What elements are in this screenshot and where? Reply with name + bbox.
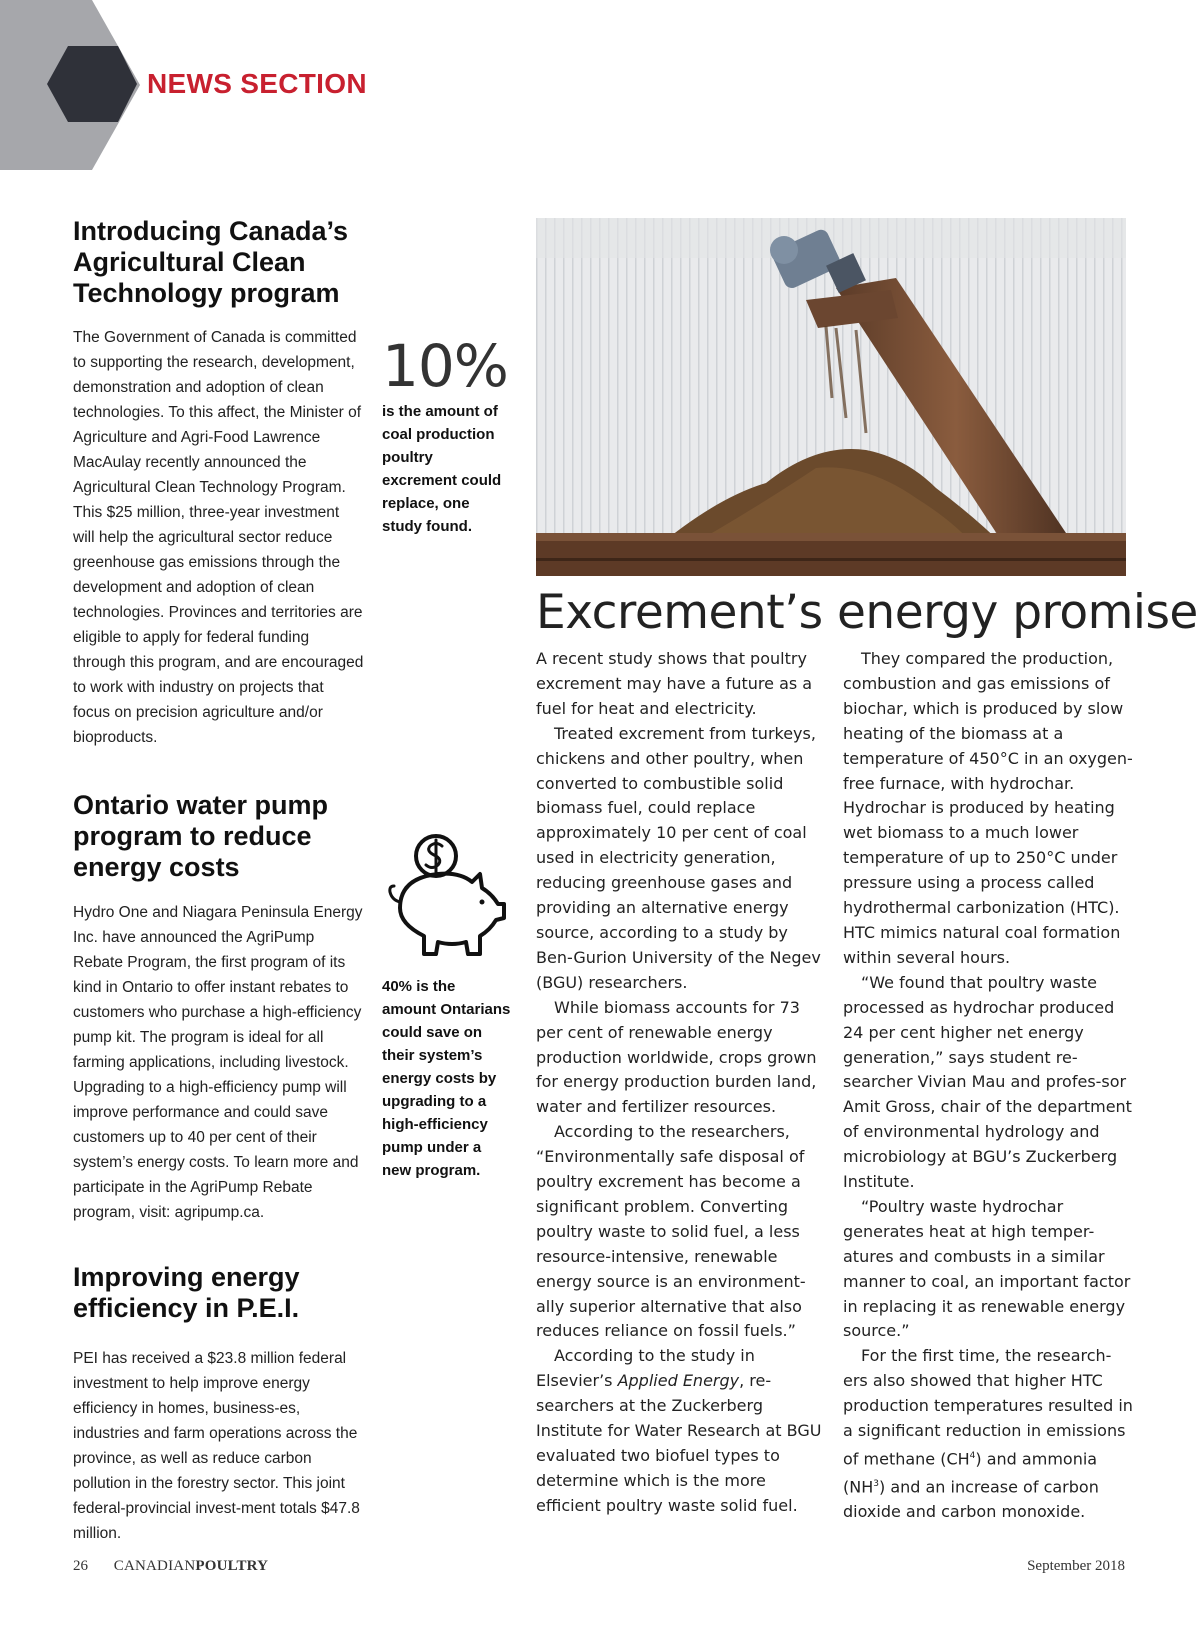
footer-left (73, 1558, 268, 1575)
methane-subscript: 4 (969, 1451, 976, 1461)
article2-body: Hydro One and Niagara Peninsula Energy Inc. have announced the AgriPump Rebate Program, the first program of its kind in Ontario to offer instant rebates to customers who purchase a high-efficiency pump kit. The program is ideal for all farming applications, including livestock. Upgrading to a high-efficiency pump will improve performance and could save customers up to 40 per cent of their system’s energy costs. To learn more and participate in the AgriPump Rebate program, visit: agripump.ca. (73, 904, 363, 1221)
col-a-paragraph-last (536, 1344, 828, 1518)
brand-bold: POULTRY (195, 1558, 269, 1574)
main-column-a (536, 647, 828, 1519)
article3-title: Improving energy efficiency in P.E.I. (73, 1262, 300, 1323)
main-column-b (843, 647, 1135, 1525)
col-b-paragraph: They compared the production, combustion and gas emissions of biochar, which is produced by slow heating of the biomass at a temperature of 450°C in an oxygen-free furnace, with hydrochar. Hydrochar is produced by heating wet biomass to a much lower temperature of up to 250°C under pressure using a process called hydrothermal carbonization (HTC). HTC mimics natural coal formation within several hours. (843, 649, 1133, 967)
col-a-paragraph: According to the researchers, “Environmentally safe disposal of poultry excrement has become a significant problem. Converting poultry waste to solid fuel, a less resource-intensive, renewable energy source is an environment-ally superior alternative that also reduces reliance on fossil fuels.” (536, 1122, 806, 1341)
article1-title: Introducing Canada’s Agricultural Clean Technology program (73, 216, 349, 308)
col-b-last-pre: For the first time, the research-ers also showed that higher HTC production temperatures resulted in a significant reduction in emissions of methane (CH (843, 1346, 1133, 1469)
col-b-paragraph-last (843, 1344, 1135, 1525)
col-b-last-mid: ) and ammonia (NH (843, 1449, 1098, 1497)
col-a-paragraph: A recent study shows that poultry excrement may have a future as a fuel for heat and electricity. (536, 649, 813, 718)
feature-photo (536, 218, 1126, 576)
col-b-paragraph: “We found that poultry waste processed as hydrochar produced 24 per cent higher net energy generation,” says student re-searcher Vivian Mau and profes-sor Amit Gross, chair of the department of environmental hydrology and microbiology at BGU’s Zuckerberg Institute. (843, 972, 1132, 1192)
col-b-paragraph: “Poultry waste hydrochar generates heat at high temper-atures and combusts in a similar manner to coal, an important factor in replacing it as renewable energy source.” (843, 1196, 1131, 1341)
stat1-caption: is the amount of coal production poultry excrement could replace, one study found. (382, 403, 502, 535)
magazine-brand (114, 1558, 268, 1574)
journal-name: Applied Energy (617, 1371, 740, 1391)
col-a-last-pre: According to the study in Elsevier’s (536, 1346, 755, 1391)
article2-title: Ontario water pump program to reduce energy costs (73, 790, 329, 882)
issue-date: September 2018 (1027, 1558, 1125, 1574)
ammonia-subscript: 3 (873, 1479, 879, 1490)
article3-body: PEI has received a $23.8 million federal investment to help improve energy efficiency in homes, business-es, industries and farm operations across the province, as well as reduce carbon pollution in the forestry sector. This joint federal-provincial invest-ment totals $47.8 million. (73, 1350, 360, 1542)
stat2-caption: 40% is the amount Ontarians could save on their system’s energy costs by upgrading to a high-efficiency pump under a new program. (382, 978, 511, 1179)
piggy-bank-icon (378, 830, 513, 965)
page-number: 26 (73, 1558, 88, 1574)
col-a-last-post: , re-searchers at the Zuckerberg Institute for Water Research at BGU evaluated two biofuel types to determine which is the more efficient poultry waste solid fuel. (536, 1371, 822, 1515)
main-article-title: Excrement’s energy promise (536, 585, 1198, 640)
col-a-paragraph: While biomass accounts for 73 per cent of renewable energy production worldwide, crops grown for energy production burden land, water and fertilizer resources. (536, 997, 817, 1117)
stat1-value: 10% (382, 332, 508, 400)
brand-light: CANADIAN (113, 1558, 196, 1574)
col-a-paragraph: Treated excrement from turkeys, chickens and other poultry, when converted to combustible solid biomass fuel, could replace approximately 10 per cent of coal used in electricity generation, reducing greenhouse gases and providing an alternative energy source, according to a study by Ben-Gurion University of the Negev (BGU) researchers. (536, 723, 821, 992)
section-label: NEWS SECTION (147, 68, 367, 99)
article1-body: The Government of Canada is committed to supporting the research, development, demonstration and adoption of clean technologies. To this affect, the Minister of Agriculture and Agri-Food Lawrence MacAulay recently announced the Agricultural Clean Technology Program. This $25 million, three-year investment will help the agricultural sector reduce greenhouse gas emissions through the development and adoption of clean technologies. Provinces and territories are eligible to apply for federal funding through this program, and are encouraged to work with industry on projects that focus on precision agriculture and/or bioproducts. (73, 329, 364, 746)
corner-decoration (0, 0, 140, 170)
col-b-last-post: ) and an increase of carbon dioxide and carbon monoxide. (843, 1477, 1099, 1522)
